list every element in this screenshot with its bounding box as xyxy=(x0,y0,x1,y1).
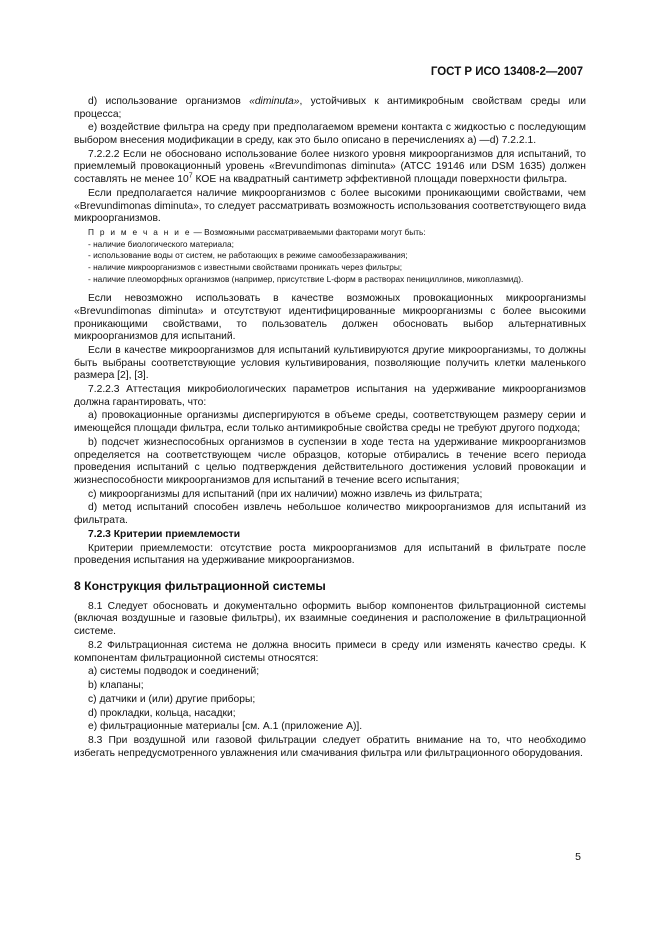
paragraph-higher-penetration: Если предполагается наличие микроорганизмов с более высокими проникающими свойствами, чем «Brevundimonas diminuta», то следует рассматривать возможность использования соответствующего вида микроорганизмов. xyxy=(74,187,586,225)
list-item: b) подсчет жизнеспособных организмов в суспензии в ходе теста на удерживание микроорганизмов определяется на соответствующем числе образцов, которые отбирались в течение всего периода проведения испытаний с целью подтверждения действительного достижения условий провокации и жизнеспособности микроорганизмов для испытаний в течение всего испытания; xyxy=(74,436,586,486)
list-item: с) микроорганизмы для испытаний (при их наличии) можно извлечь из фильтрата; xyxy=(88,488,483,500)
list-item: с) датчики и (или) другие приборы; xyxy=(88,693,256,705)
note-item: - наличие микроорганизмов с известными свойствами проникать через фильтры; xyxy=(88,262,403,272)
paragraph-acceptance-criteria: Критерии приемлемости: отсутствие роста микроорганизмов для испытаний в фильтрате после проведения испытания на удерживание микроорганизмов. xyxy=(74,542,586,567)
list-item: е) фильтрационные материалы [см. А.1 (приложение А)]. xyxy=(88,721,363,733)
superscript: 7 xyxy=(188,172,193,180)
italic-term: «diminuta» xyxy=(249,96,300,107)
list-item: d) метод испытаний способен извлечь небольшое количество микроорганизмов для испытаний из фильтрата. xyxy=(74,502,586,526)
list-item: d) прокладки, кольца, насадки; xyxy=(88,707,236,719)
text-run: КОЕ на квадратный сантиметр эффективной площади поверхности фильтра. xyxy=(192,174,568,186)
paragraph-item-d xyxy=(74,96,586,121)
page-content xyxy=(74,96,586,761)
note-label: П р и м е ч а н и е xyxy=(88,226,192,237)
paragraph-8-1: 8.1 Следует обосновать и документально оформить выбор компонентов фильтрационной системы (включая воздушные и газовые фильтры), их взаимные соединения и расположение в фильтрационной системе. xyxy=(74,600,586,638)
list-item: а) системы подводок и соединений; xyxy=(88,666,260,678)
paragraph-other-microorganisms: Если в качестве микроорганизмов для испытаний культивируются другие микроорганизмы, то должны быть выбраны соответствующие условия культивирования, позволяющие получить клетки маленького размера [2], [3]. xyxy=(74,345,586,382)
text-run: d) использование организмов xyxy=(88,96,250,107)
note-item: - наличие биологического материала; xyxy=(88,238,234,249)
paragraph-8-2: 8.2 Фильтрационная система не должна вносить примеси в среду или изменять качество среды. К компонентам фильтрационной системы относятся: xyxy=(74,639,586,664)
paragraph-7-2-2-3: 7.2.2.3 Аттестация микробиологических параметров испытания на удерживание микроорганизмов должна гарантировать, что: xyxy=(74,384,586,408)
paragraph-impossible: Если невозможно использовать в качестве возможных провокационных микроорганизмы «Brevundimonas diminuta» и отсутствуют идентифицированные микроорганизмы с более высокими проникающими свойствами, то пользователь должен обосновать выбор альтернативных микроорганизмов для испытаний. xyxy=(74,293,586,343)
list-item: а) провокационные организмы диспергируются в объеме среды, соответствующем размеру серии и имеющейся площади фильтра, если только антимикробные свойства среды не требуют другого подхода; xyxy=(74,410,586,435)
list-item: b) клапаны; xyxy=(88,680,144,692)
note-item: - наличие плеоморфных организмов (например, присутствие L-форм в растворах пенициллинов, микоплазмид). xyxy=(88,273,524,284)
section-8-title: 8 Конструкция фильтрационной системы xyxy=(74,578,326,593)
paragraph-item-e: е) воздействие фильтра на среду при предполагаемом времени контакта с жидкостью с последующим выбором внесения модификации в среду, как это было описано в перечислениях а) —d) 7.2.2.1. xyxy=(74,122,586,147)
paragraph-8-3: 8.3 При воздушной или газовой фильтрации следует обратить внимание на то, что необходимо избегать непредусмотренного увлажнения или смачивания фильтра или фильтрационного оборудования. xyxy=(74,735,586,759)
note-intro xyxy=(74,227,586,238)
text-run: 7.2.2.2 Если не обосновано использование более низкого уровня микроорганизмов для испытаний, то приемлемый провокационный уровень «Brevundimonas diminuta» (АТСС 19146 или DSM 1635) должен составлять не менее 10 xyxy=(74,148,586,186)
paragraph-7-2-2-2 xyxy=(74,149,586,187)
subheading-7-2-3: 7.2.3 Критерии приемлемости xyxy=(88,528,241,540)
text-run: — Возможными рассматриваемыми факторами могут быть: xyxy=(191,226,426,237)
note-item: - использование воды от систем, не работающих в режиме самообеззараживания; xyxy=(88,250,408,261)
text-run: , устойчивых к антимикробным свойствам среды или процесса; xyxy=(74,96,586,120)
page-number: 5 xyxy=(575,851,581,863)
document-header: ГОСТ Р ИСО 13408-2—2007 xyxy=(430,66,583,78)
